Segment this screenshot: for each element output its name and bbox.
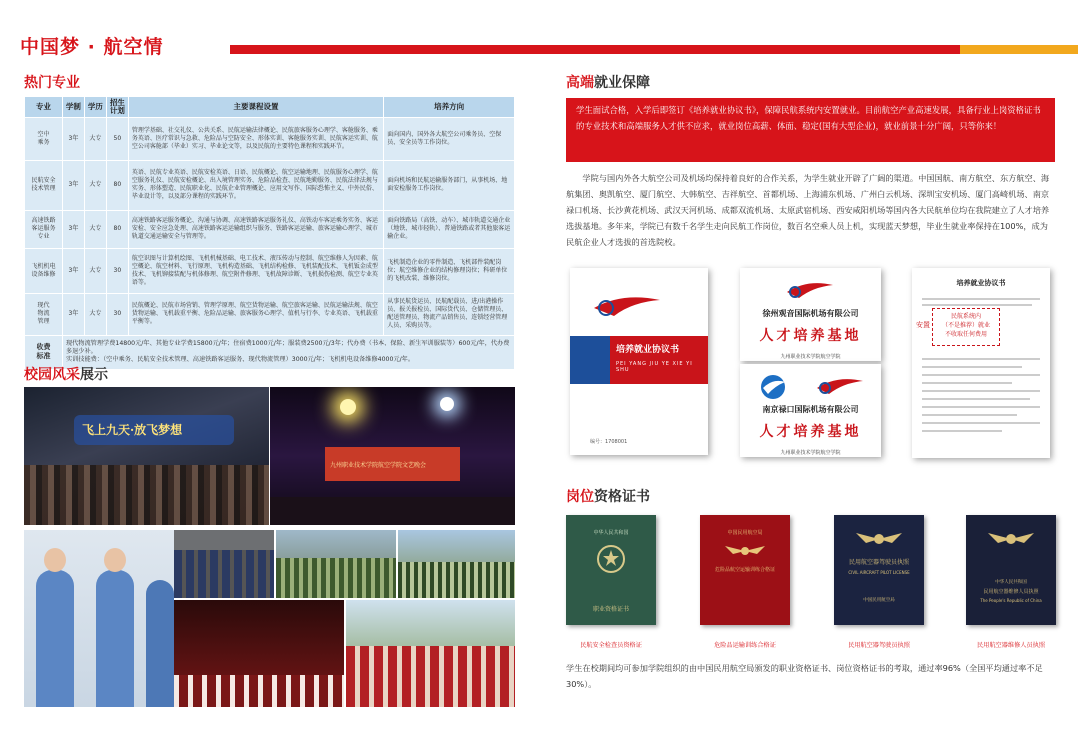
- plaque-big-text: 人才培养基地: [759, 328, 862, 344]
- pilot-license: [834, 515, 924, 625]
- years-cell: 3年: [62, 210, 84, 248]
- airplane-logo-icon: [785, 278, 835, 300]
- col-header: 主要课程设置: [128, 97, 383, 118]
- national-emblem-icon: [596, 544, 626, 574]
- guarantee-red-box: 学生面试合格，入学后即签订《培养就业协议书》，保障民航系统内安置就业。目前航空产业高速发展，具备行业上岗资格证书的专业技术和高端服务人才供不应求，就业岗位高薪、体面、稳定(国有大型企业)，就业前景十分广阔，只等你来！: [566, 98, 1055, 162]
- stamp-line-1: 民航系统内: [950, 313, 981, 320]
- major-cell: 飞机机电 设备维修: [25, 248, 63, 293]
- col-header: 学历: [84, 97, 106, 118]
- wings-emblem-icon: [723, 542, 767, 560]
- table-row: [25, 160, 515, 210]
- dance-performance-photo: [174, 600, 344, 707]
- courses-cell: 航空识图与计算机绘图、飞机机械基础、电工技术、液压传动与控制、航空维修人为因素、航空概论、航空材料、飞行原理、飞机构造基础、飞机结构检修、飞机装配技术、飞机钣金成型技术、飞机铆接装配与机体修理、航空附件修理、飞机故障诊断、飞机损伤检测、航空专业英语等。: [128, 248, 383, 293]
- airplane-logo-icon: [592, 290, 662, 322]
- airplane-logo-icon: [815, 374, 865, 396]
- degree-cell: 大专: [84, 248, 106, 293]
- campus-heading: [24, 364, 108, 384]
- cert-top-text: 中华人民共和国: [593, 530, 629, 536]
- uniform-group-photo: [346, 600, 515, 707]
- majors-heading-text: 热门专业: [24, 75, 80, 91]
- plaque-big-text: 人才培养基地: [759, 424, 862, 440]
- plan-cell: 50: [106, 117, 128, 160]
- guarantee-heading-red: 高端: [566, 75, 594, 91]
- stage2-sign: 九州职业技术学院航空学院文艺晚会: [330, 462, 427, 469]
- agreement-title: 培养就业协议书: [956, 279, 1006, 287]
- stage-photo-1: [24, 387, 269, 525]
- cert-label: 民航安全检查员资格证: [580, 642, 642, 649]
- cert-sub-text: CIVIL AIRCRAFT PILOT LICENSE: [848, 570, 910, 575]
- cert-label: 危险品运输训练合格证: [714, 642, 776, 649]
- plan-cell: 80: [106, 210, 128, 248]
- stamp-line-2: （不是推荐）就业: [941, 322, 990, 329]
- maintenance-license: [966, 515, 1056, 625]
- major-cell: 现代 物流 管理: [25, 293, 63, 335]
- booklet-number: 编号：1708001: [590, 439, 628, 445]
- majors-heading: [24, 72, 80, 92]
- fee-line-1: 现代物流管理学费14800元/年、其他专业学费15800元/年；住宿费1000元/年；服装费2500元/3年；代办费（书本、保险、新生军训服装等）600元/年，代办费多退少补。: [65, 339, 510, 356]
- years-cell: 3年: [62, 248, 84, 293]
- certificates-heading-rest: 资格证书: [594, 489, 650, 505]
- nanjing-base-plaque: [740, 364, 881, 457]
- years-cell: 3年: [62, 117, 84, 160]
- cert-top-text: 中华人民共和国: [995, 580, 1027, 585]
- courses-cell: 英语、民航专业英语、民航安检英语、日语、民航概论、航空运输地理、民航服务心理学、航空服务礼仪、民航安检概论、出入境管理实务、危险品检查、民航地勤服务、民航法律法规与实务、形体塑造、民航职业化、民航企业管理概论、应用文写作、国际恐怖主义、中外民俗、毕业设计等，以及部分课程的实践环节。: [128, 160, 383, 210]
- direction-cell: 飞机制造企业的零件制造、飞机部件装配岗位；航空维修企业的结构修理岗位；科研单位的飞机改装、维修岗位。: [384, 248, 515, 293]
- cert-cover-text: 民用航空器驾驶员执照: [848, 559, 909, 566]
- cert-sub-text: The People's Republic of China: [980, 598, 1042, 603]
- drill-photo: [398, 530, 515, 598]
- campus-heading-red: 校园风采: [24, 367, 80, 383]
- banner-red-line: [230, 45, 960, 54]
- cert-foot-text: 中国民用航空局: [863, 598, 895, 603]
- degree-cell: 大专: [84, 293, 106, 335]
- stamp-side-text: 安置: [916, 321, 930, 329]
- stage-photo-2: [270, 387, 515, 525]
- table-row: [25, 117, 515, 160]
- attendants-photo: [24, 530, 174, 707]
- cert-label: 民用航空器维修人员执照: [976, 642, 1046, 649]
- plan-cell: 30: [106, 248, 128, 293]
- airport-logo-icon: [758, 372, 788, 402]
- direction-cell: 从事民航货运员、民航配载员、进/出港操作员、报关报检员、国际货代员、仓储管理员、配送管理员、物流产品销售员、连锁经营管理人员、采购员等。: [384, 293, 515, 335]
- degree-cell: 大专: [84, 160, 106, 210]
- wings-emblem-icon: [854, 529, 904, 549]
- pass-rate-text: 学生在校期间均可参加学院组织的由中国民用航空局颁发的职业资格证书、岗位资格证书的考取，通过率96%（全国平均通过率不足30%）。: [566, 663, 1043, 689]
- table-row: [25, 293, 515, 335]
- direction-cell: 面向机场和民航运输服务部门，从事机场、地面安检服务工作岗位。: [384, 160, 515, 210]
- agreement-booklet-image: [570, 268, 708, 455]
- xuzhou-base-plaque: [740, 268, 881, 361]
- cert-cover-text: 危险品航空运输训练合格证: [714, 567, 775, 573]
- courses-cell: 管理学基础、社交礼仪、公共关系、民航运输法律概论、民航旅客服务心理学、客舱服务、乘务英语、医疗常识与急救、危险品与空防安全、形体实训、客舱服务实训、民航客运实训、航空公司客舱部（毕业）实习、毕业论文等，以及民航的主要特色课程和实践环节。: [128, 117, 383, 160]
- stamp-line-3: 不收取任何费用: [944, 331, 987, 338]
- campus-heading-rest: 展示: [80, 367, 108, 383]
- certificates-heading: [566, 486, 650, 506]
- direction-cell: 面向国内、国外各大航空公司乘务员、空保员、安全员等工作岗位。: [384, 117, 515, 160]
- cert-top-text: 中国民用航空局: [727, 530, 763, 536]
- guarantee-heading-rest: 就业保障: [594, 75, 650, 91]
- degree-cell: 大专: [84, 210, 106, 248]
- table-header-row: [25, 97, 515, 118]
- col-header: 招生 计划: [106, 97, 128, 118]
- plaque-school: 九州职业技术学院航空学院: [780, 354, 841, 360]
- agreement-document-image: [912, 268, 1050, 458]
- wings-emblem-icon: [986, 529, 1036, 549]
- cert-label: 民用航空器驾驶员执照: [848, 642, 910, 649]
- page-title: 中国梦 · 航空情: [20, 36, 164, 58]
- booklet-pinyin: PEI YANG JIU YE XIE YI SHU: [616, 361, 693, 373]
- cert-cover-text: 民用航空器维修人员执照: [983, 589, 1039, 595]
- majors-table: [24, 96, 515, 370]
- major-cell: 高速铁路 客运服务 专业: [25, 210, 63, 248]
- fee-cell: [62, 335, 514, 369]
- col-header: 专业: [25, 97, 63, 118]
- banner-yellow-line: [960, 45, 1078, 54]
- years-cell: 3年: [62, 160, 84, 210]
- fee-label: 收费 标准: [25, 335, 63, 369]
- table-row: [25, 210, 515, 248]
- plaque-school: 九州职业技术学院航空学院: [780, 450, 841, 456]
- plan-cell: 30: [106, 293, 128, 335]
- degree-cell: 大专: [84, 117, 106, 160]
- plan-cell: 80: [106, 160, 128, 210]
- military-training-photo: [276, 530, 396, 598]
- cert-cover-text: 职业资格证书: [592, 606, 629, 613]
- years-cell: 3年: [62, 293, 84, 335]
- guarantee-heading: [566, 72, 650, 92]
- cooperation-paragraph: 学院与国内外各大航空公司及机场均保持着良好的合作关系，为学生就业开辟了广阔的渠道。中国国航、南方航空、东方航空、海航集团、奥凯航空、厦门航空、大韩航空、吉祥航空、首都机场、上海浦东机场、广州白云机场、深圳宝安机场、厦门高崎机场、南京禄口机场、长沙黄花机场、武汉天河机场、成都双流机场、太原武宿机场、西安咸阳机场等国内各大民航单位均在我院建立了人才培养选拔基地。多年来，学院已有数千名学生走向民航工作岗位，数百名空乘人员上机，实现蓝天梦想，毕业生就业率保持在100%，成为民航企业人才选拔的首选院校。: [566, 173, 1050, 247]
- plaque-company: 徐州观音国际机场有限公司: [762, 309, 859, 318]
- courses-cell: 民航概论、民航市场营销、管理学原理、航空货物运输、航空旅客运输、民航运输法规、航空货物运输、飞机载重平衡、危险品运输、旅客服务心理学、值机与行李、专业英语、飞机载重平衡等。: [128, 293, 383, 335]
- major-cell: 空中 乘务: [25, 117, 63, 160]
- major-cell: 民航安全 技术管理: [25, 160, 63, 210]
- courses-cell: 高速铁路客运服务概论、沟通与协调、高速铁路客运服务礼仪、高铁动车客运乘务实务、客运安检、安全应急处理、高速铁路客运运输组织与服务、铁路客运运输、旅客运输心理学、城市轨道交通运输安全与管理等。: [128, 210, 383, 248]
- booklet-title: 培养就业协议书: [616, 345, 680, 355]
- dangerous-goods-certificate: [700, 515, 790, 625]
- plaque-company: 南京禄口国际机场有限公司: [762, 405, 859, 414]
- table-row: [25, 248, 515, 293]
- col-header: 培养方向: [384, 97, 515, 118]
- security-inspector-certificate: [566, 515, 656, 625]
- col-header: 学制: [62, 97, 84, 118]
- training-photo: [174, 530, 274, 598]
- fee-line-2: 实训技能费：（空中乘务、民航安全技术管理、高速铁路客运服务、现代物流管理）3000元/年；飞机机电设备维修4000元/年。: [65, 356, 415, 364]
- direction-cell: 面向铁路局（高铁、动车）、城市轨道交通企业（地铁、城市轻轨）、普通铁路或者其他旅客运输企业。: [384, 210, 515, 248]
- agreement-stamp: [932, 308, 1000, 346]
- stage1-sign: 飞上九天·放飞梦想: [82, 423, 183, 437]
- certificates-heading-red: 岗位: [566, 489, 594, 505]
